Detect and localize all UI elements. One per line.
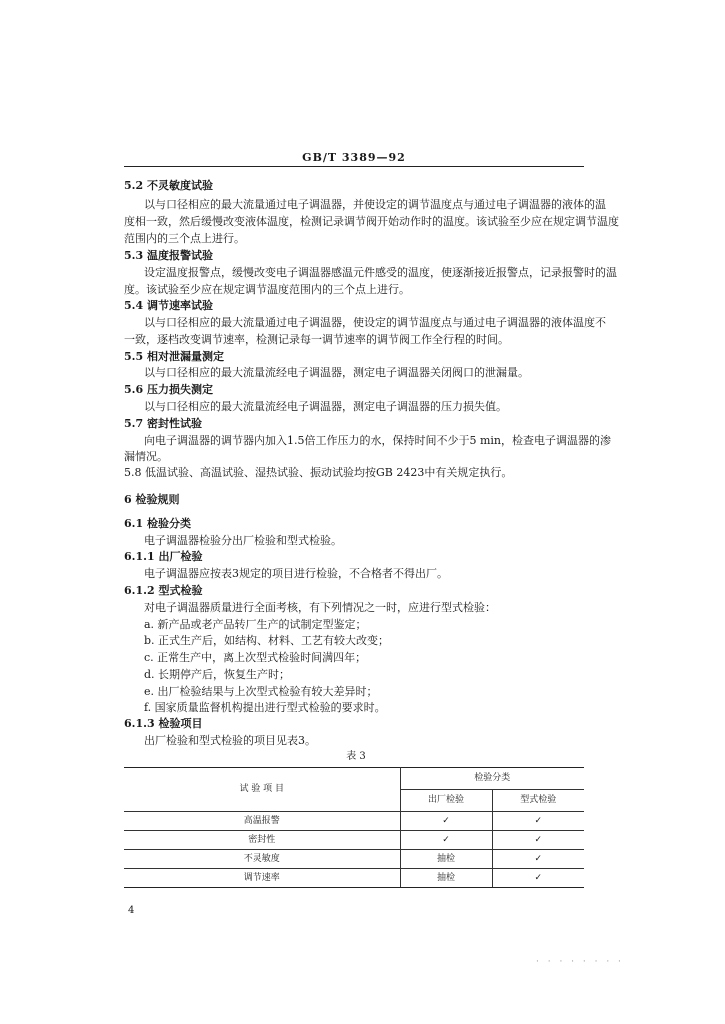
row-factory-value: 抽检 [400, 850, 492, 869]
header-rule [124, 166, 584, 167]
row-factory-value: 抽检 [400, 869, 492, 888]
section-6-1-title: 6.1 检验分类 [124, 517, 191, 530]
row-type-value: ✓ [492, 812, 584, 831]
list-item-f: f. 国家质量监督机构提出进行型式检验的要求时。 [144, 701, 386, 714]
section-5-6-title: 5.6 压力损失测定 [124, 383, 213, 396]
paragraph-line: 向电子调温器的调节器内加入1.5倍工作压力的水，保持时间不少于5 min，检查电子调温器的渗 [144, 434, 612, 447]
paragraph-line: 以与口径相应的最大流量通过电子调温器，并使设定的调节温度点与通过电子调温器的液体的温 [144, 198, 606, 211]
list-item-e: e. 出厂检验结果与上次型式检验有较大差异时； [144, 685, 378, 698]
paragraph-line: 设定温度报警点，缓慢改变电子调温器感温元件感受的温度，使逐渐接近报警点，记录报警时的温 [144, 266, 617, 279]
row-type-value: ✓ [492, 831, 584, 850]
row-item: 调节速率 [124, 869, 400, 888]
list-item-a: a. 新产品或老产品转厂生产的试制定型鉴定； [144, 618, 367, 631]
section-6-1-1-title: 6.1.1 出厂检验 [124, 550, 203, 563]
row-factory-value: ✓ [400, 812, 492, 831]
paragraph-line: 电子调温器检验分出厂检验和型式检验。 [144, 534, 342, 547]
footer-dots: · · · · · · · · [536, 957, 624, 967]
paragraph-line: 电子调温器应按表3规定的项目进行检验，不合格者不得出厂。 [144, 567, 448, 580]
table-3 [124, 767, 584, 888]
section-5-2-title: 5.2 不灵敏度试验 [124, 179, 213, 192]
paragraph-line: 对电子调温器质量进行全面考核，有下列情况之一时，应进行型式检验： [144, 601, 496, 614]
column-header-group: 检验分类 [400, 768, 584, 790]
list-item-b: b. 正式生产后，如结构、材料、工艺有较大改变； [144, 634, 390, 647]
section-5-3-title: 5.3 温度报警试验 [124, 249, 213, 262]
row-type-value: ✓ [492, 869, 584, 888]
column-header-type: 型式检验 [492, 790, 584, 812]
column-header-item: 试 验 项 目 [124, 768, 400, 812]
standard-header: GB/T 3389—92 [302, 151, 406, 164]
paragraph-line: 出厂检验和型式检验的项目见表3。 [144, 734, 316, 747]
paragraph-line: 以与口径相应的最大流量流经电子调温器，测定电子调温器的压力损失值。 [144, 400, 507, 413]
list-item-d: d. 长期停产后，恢复生产时； [144, 668, 291, 681]
table-caption: 表 3 [346, 751, 366, 762]
table-row [124, 831, 584, 850]
section-5-5-title: 5.5 相对泄漏量测定 [124, 350, 224, 363]
section-6-1-2-title: 6.1.2 型式检验 [124, 584, 203, 597]
paragraph-line: 一致，逐档改变调节速率，检测记录每一调节速率的调节阀工作全行程的时间。 [124, 333, 509, 346]
section-5-4-title: 5.4 调节速率试验 [124, 299, 213, 312]
paragraph-line: 度。该试验至少应在规定调节温度范围内的三个点上进行。 [124, 283, 410, 296]
row-item: 高温报警 [124, 812, 400, 831]
table-row [124, 850, 584, 869]
table-header-row [124, 768, 584, 790]
list-item-c: c. 正常生产中，离上次型式检验时间满四年； [144, 651, 367, 664]
paragraph-line: 以与口径相应的最大流量流经电子调温器，测定电子调温器关闭阀口的泄漏量。 [144, 366, 529, 379]
row-type-value: ✓ [492, 850, 584, 869]
paragraph-line: 范围内的三个点上进行。 [124, 232, 245, 245]
table-row [124, 812, 584, 831]
section-5-7-title: 5.7 密封性试验 [124, 417, 202, 430]
row-factory-value: ✓ [400, 831, 492, 850]
paragraph-line: 漏情况。 [124, 450, 168, 463]
chapter-6-title: 6 检验规则 [124, 493, 180, 506]
section-5-8-line: 5.8 低温试验、高温试验、湿热试验、振动试验均按GB 2423中有关规定执行。 [124, 466, 513, 479]
table-row [124, 869, 584, 888]
row-item: 密封性 [124, 831, 400, 850]
paragraph-line: 以与口径相应的最大流量通过电子调温器，使设定的调节温度点与通过电子调温器的液体温度不 [144, 316, 606, 329]
section-6-1-3-title: 6.1.3 检验项目 [124, 717, 203, 730]
page-number: 4 [128, 905, 135, 916]
column-header-factory: 出厂检验 [400, 790, 492, 812]
row-item: 不灵敏度 [124, 850, 400, 869]
paragraph-line: 度相一致，然后缓慢改变液体温度，检测记录调节阀开始动作时的温度。该试验至少应在规定调节温度 [124, 215, 619, 228]
